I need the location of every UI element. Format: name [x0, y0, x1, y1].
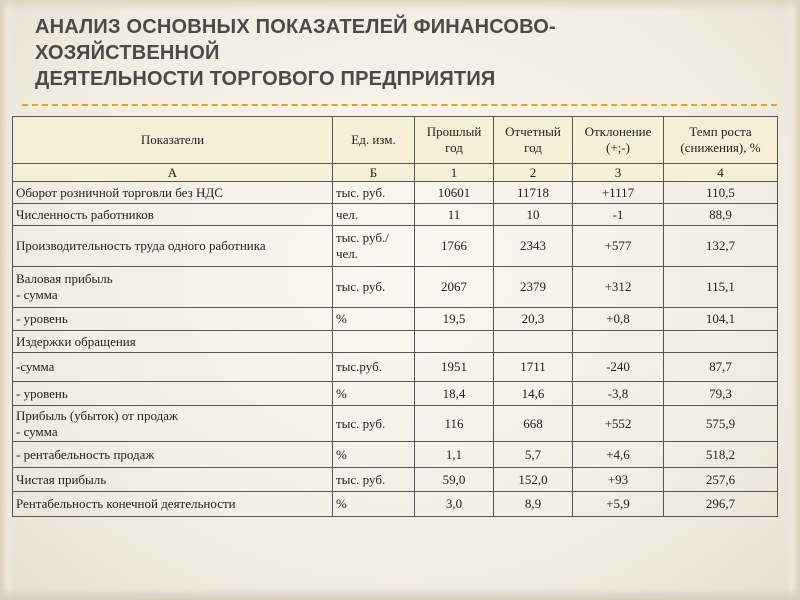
cell-rate: 575,9 — [664, 406, 778, 442]
cell-rate: 296,7 — [664, 492, 778, 517]
cell-rate: 257,6 — [664, 468, 778, 492]
cell-dev: +312 — [573, 267, 664, 308]
cell-dev: -1 — [573, 204, 664, 226]
cell-dev: +4,6 — [573, 442, 664, 468]
cell-rate: 104,1 — [664, 308, 778, 331]
cell-curr: 1711 — [494, 353, 573, 382]
cell-prev: 2067 — [415, 267, 494, 308]
cell-curr: 20,3 — [494, 308, 573, 331]
cell-dev — [573, 331, 664, 353]
numbering-cell: 4 — [664, 164, 778, 182]
cell-dev: -3,8 — [573, 382, 664, 406]
header-indicator: Показатели — [13, 117, 333, 164]
cell-unit: тыс. руб. — [333, 267, 415, 308]
cell-dev: +5,9 — [573, 492, 664, 517]
table-row — [13, 331, 778, 353]
cell-dev: +1117 — [573, 182, 664, 204]
header-growth-rate: Темп роста (снижения), % — [664, 117, 778, 164]
cell-curr — [494, 331, 573, 353]
cell-prev: 18,4 — [415, 382, 494, 406]
table-row — [13, 182, 778, 204]
cell-unit: тыс. руб. — [333, 468, 415, 492]
cell-unit: % — [333, 308, 415, 331]
cell-curr: 2379 — [494, 267, 573, 308]
cell-prev — [415, 331, 494, 353]
cell-indicator: Прибыль (убыток) от продаж - сумма — [13, 406, 333, 442]
header-unit: Ед. изм. — [333, 117, 415, 164]
cell-unit: чел. — [333, 204, 415, 226]
cell-curr: 8,9 — [494, 492, 573, 517]
cell-curr: 10 — [494, 204, 573, 226]
header-prev-year: Прошлый год — [415, 117, 494, 164]
cell-prev: 1951 — [415, 353, 494, 382]
cell-indicator: - уровень — [13, 382, 333, 406]
cell-indicator: - уровень — [13, 308, 333, 331]
cell-indicator: Рентабельность конечной деятельности — [13, 492, 333, 517]
cell-prev: 1766 — [415, 226, 494, 267]
slide-title — [35, 14, 775, 92]
cell-unit: % — [333, 492, 415, 517]
cell-curr: 152,0 — [494, 468, 573, 492]
cell-prev: 3,0 — [415, 492, 494, 517]
cell-prev: 10601 — [415, 182, 494, 204]
table-row — [13, 492, 778, 517]
cell-rate: 115,1 — [664, 267, 778, 308]
table-row — [13, 204, 778, 226]
cell-prev: 116 — [415, 406, 494, 442]
cell-rate: 518,2 — [664, 442, 778, 468]
table-row — [13, 382, 778, 406]
cell-prev: 11 — [415, 204, 494, 226]
cell-unit: тыс.руб. — [333, 353, 415, 382]
cell-curr: 14,6 — [494, 382, 573, 406]
cell-rate: 79,3 — [664, 382, 778, 406]
cell-prev: 1,1 — [415, 442, 494, 468]
table-row — [13, 226, 778, 267]
table-row — [13, 267, 778, 308]
cell-rate: 88,9 — [664, 204, 778, 226]
header-curr-year: Отчетный год — [494, 117, 573, 164]
numbering-cell: 1 — [415, 164, 494, 182]
numbering-cell: 2 — [494, 164, 573, 182]
numbering-cell: Б — [333, 164, 415, 182]
table-row — [13, 468, 778, 492]
table-header-row — [13, 117, 778, 164]
cell-rate: 110,5 — [664, 182, 778, 204]
cell-unit: % — [333, 442, 415, 468]
table-row — [13, 353, 778, 382]
cell-curr: 11718 — [494, 182, 573, 204]
cell-curr: 5,7 — [494, 442, 573, 468]
table-row — [13, 442, 778, 468]
cell-indicator: Численность работников — [13, 204, 333, 226]
header-deviation: Отклонение (+;-) — [573, 117, 664, 164]
cell-rate: 87,7 — [664, 353, 778, 382]
table-row — [13, 406, 778, 442]
cell-indicator: - рентабельность продаж — [13, 442, 333, 468]
cell-unit: тыс. руб./ чел. — [333, 226, 415, 267]
cell-indicator: -сумма — [13, 353, 333, 382]
cell-dev: -240 — [573, 353, 664, 382]
title-divider — [22, 104, 777, 106]
cell-dev: +0,8 — [573, 308, 664, 331]
cell-dev: +93 — [573, 468, 664, 492]
cell-dev: +552 — [573, 406, 664, 442]
numbering-cell: А — [13, 164, 333, 182]
numbering-cell: 3 — [573, 164, 664, 182]
cell-prev: 19,5 — [415, 308, 494, 331]
title-line-3: ДЕЯТЕЛЬНОСТИ ТОРГОВОГО ПРЕДПРИЯТИЯ — [35, 68, 496, 90]
numbering-row — [13, 164, 778, 182]
cell-indicator: Чистая прибыль — [13, 468, 333, 492]
table-row — [13, 308, 778, 331]
cell-curr: 2343 — [494, 226, 573, 267]
cell-rate: 132,7 — [664, 226, 778, 267]
cell-unit: тыс. руб. — [333, 406, 415, 442]
cell-unit: тыс. руб. — [333, 182, 415, 204]
cell-indicator: Производительность труда одного работника — [13, 226, 333, 267]
cell-rate — [664, 331, 778, 353]
cell-prev: 59,0 — [415, 468, 494, 492]
cell-indicator: Оборот розничной торговли без НДС — [13, 182, 333, 204]
title-line-2: ХОЗЯЙСТВЕННОЙ — [35, 42, 220, 64]
cell-dev: +577 — [573, 226, 664, 267]
cell-indicator: Издержки обращения — [13, 331, 333, 353]
cell-unit — [333, 331, 415, 353]
cell-indicator: Валовая прибыль - сумма — [13, 267, 333, 308]
cell-curr: 668 — [494, 406, 573, 442]
title-line-1: АНАЛИЗ ОСНОВНЫХ ПОКАЗАТЕЛЕЙ ФИНАНСОВО- — [35, 16, 556, 38]
cell-unit: % — [333, 382, 415, 406]
financial-indicators-table — [12, 116, 778, 517]
